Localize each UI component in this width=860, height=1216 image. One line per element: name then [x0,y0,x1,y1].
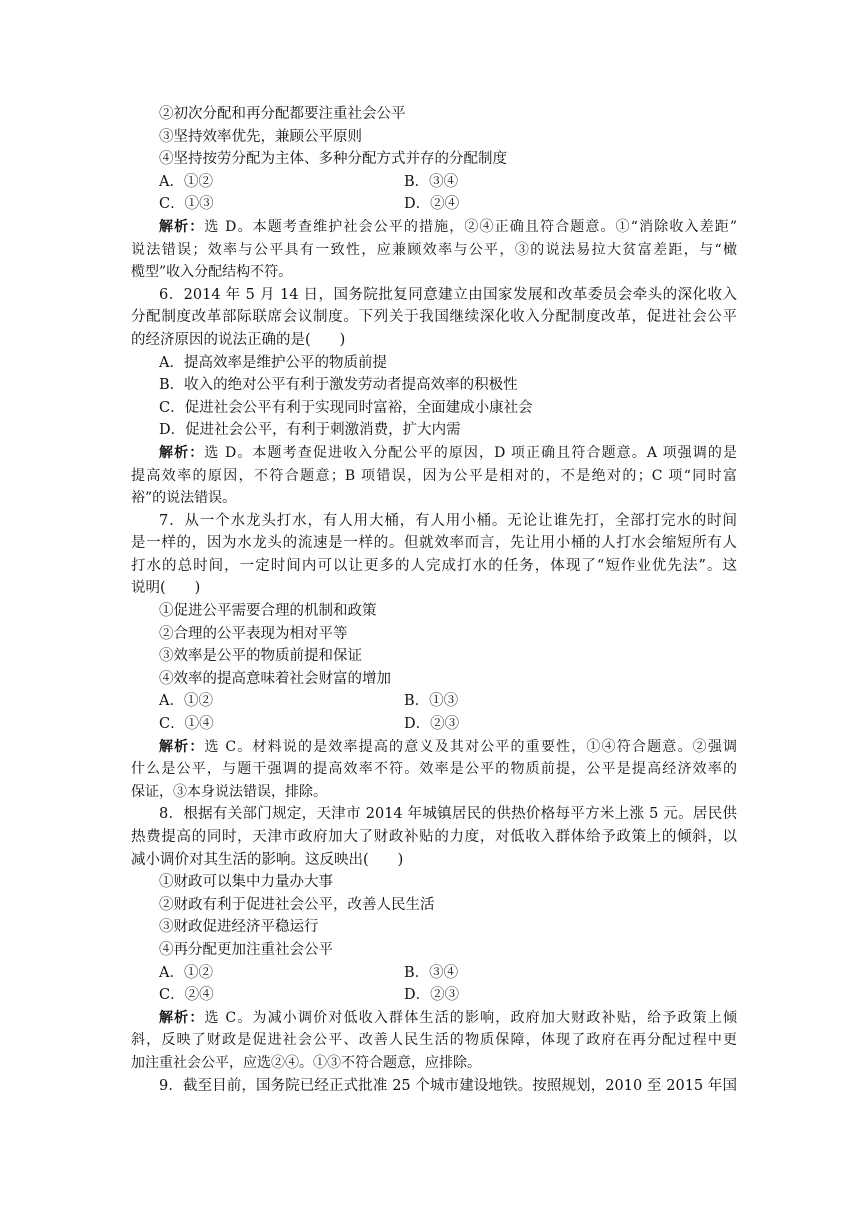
q8-item: ②财政有利于促进社会公平，改善人民生活 [159,896,435,913]
q7-option-a: A．①② [159,693,213,710]
q6-stem-line: 的经济原因的说法正确的是( ) [131,331,346,348]
analysis-label: 解析： [159,218,205,235]
analysis-label: 解析： [159,1009,205,1026]
q7-option-c: C．①④ [159,716,214,733]
q5-option-a: A．①② [159,173,213,190]
q8-options-row [131,962,737,985]
document-page [131,103,737,1097]
q7-analysis-line: 保证，③本身说法错误，排除。 [131,783,327,800]
q5-analysis-line: 说法错误；效率与公平具有一致性，应兼顾效率与公平，③的说法易拉大贫富差距，与“橄 [131,241,737,258]
q8-item: ③财政促进经济平稳运行 [159,919,319,936]
q7-stem-line: 是一样的，因为水龙头的流速是一样的。但就效率而言，先让用小桶的人打水会缩短所有人 [131,535,737,552]
q5-option-b: B．③④ [404,173,459,190]
q6-analysis-line: 解析：选 D。本题考查促进收入分配公平的原因，D 项正确且符合题意。A 项强调的是 [159,444,737,461]
q8-options-row [131,984,737,1007]
q8-option-d: D．②③ [404,987,460,1004]
analysis-label: 解析： [159,738,205,755]
q7-options-row [131,713,737,736]
q8-option-b: B．③④ [404,964,459,981]
q6-option-a: A．提高效率是维护公平的物质前提 [159,354,387,371]
q7-item: ④效率的提高意味着社会财富的增加 [159,670,391,687]
q8-stem-line: 8．根据有关部门规定，天津市 2014 年城镇居民的供热价格每平方米上涨 5 元。居民供 [159,806,737,823]
q8-item: ①财政可以集中力量办大事 [159,874,333,891]
q5-item: ②初次分配和再分配都要注重社会公平 [159,106,406,122]
q8-analysis-line: 解析：选 C。为减小调价对低收入群体生活的影响，政府加大财政补贴，给予政策上倾 [159,1009,737,1026]
q5-options-row [131,171,737,194]
q7-analysis-line: 什么是公平，与题干强调的提高效率不符。效率是公平的物质前提，公平是提高经济效率的 [131,761,737,778]
q8-item: ④再分配更加注重社会公平 [159,941,333,958]
q8-stem-line: 热费提高的同时，天津市政府加大了财政补贴的力度，对低收入群体给予政策上的倾斜，以 [131,829,737,845]
q6-stem-line: 6．2014 年 5 月 14 日，国务院批复同意建立由国家发展和改革委员会牵头的深化收入 [159,286,737,303]
q7-stem-line: 说明( ) [131,580,201,597]
q9-stem-line: 9．截至目前，国务院已经正式批准 25 个城市建设地铁。按照规划，2010 至 2015 年国 [159,1077,737,1094]
q7-option-b: B．①③ [404,693,459,710]
q7-stem-line: 打水的总时间，一定时间内可以让更多的人完成打水的任务，体现了“短作业优先法”。这 [131,557,737,574]
q6-option-c: C．促进社会公平有利于实现同时富裕，全面建成小康社会 [159,399,533,416]
q7-options-row [131,690,737,713]
q7-item: ①促进公平需要合理的机制和政策 [159,603,377,620]
q6-option-b: B．收入的绝对公平有利于激发劳动者提高效率的积极性 [159,377,518,394]
q7-item: ③效率是公平的物质前提和保证 [159,648,362,665]
q6-analysis-line: 裕”的说法错误。 [131,490,237,507]
q5-item: ④坚持按劳分配为主体、多种分配方式并存的分配制度 [159,151,507,168]
analysis-label: 解析： [159,444,205,461]
q8-option-a: A．①② [159,964,213,981]
q8-analysis-line: 斜，反映了财政是促进社会公平、改善人民生活的物质保障，体现了政府在再分配过程中更 [131,1032,737,1049]
q6-analysis-line: 提高效率的原因，不符合题意；B 项错误，因为公平是相对的，不是绝对的；C 项“同时富 [131,467,737,484]
q8-option-c: C．②④ [159,987,214,1004]
q6-stem-line: 分配制度改革部际联席会议制度。下列关于我国继续深化收入分配制度改革，促进社会公平 [131,309,737,326]
q7-option-d: D．②③ [404,716,460,733]
q5-analysis-line: 解析：选 D。本题考查维护社会公平的措施，②④正确且符合题意。①“消除收入差距” [159,218,737,235]
q8-analysis-line: 加注重社会公平，应选②④。①③不符合题意，应排除。 [131,1054,481,1071]
q7-analysis-line: 解析：选 C。材料说的是效率提高的意义及其对公平的重要性，①④符合题意。②强调 [159,738,737,755]
q5-option-d: D．②④ [404,196,460,213]
q7-stem-line: 7．从一个水龙头打水，有人用大桶，有人用小桶。无论让谁先打，全部打完水的时间 [159,512,737,529]
q6-option-d: D．促进社会公平，有利于刺激消费，扩大内需 [159,422,461,439]
q5-option-c: C．①③ [159,196,214,213]
q5-item: ③坚持效率优先，兼顾公平原则 [159,128,362,145]
q7-item: ②合理的公平表现为相对平等 [159,625,348,642]
q5-analysis-line: 榄型”收入分配结构不符。 [131,264,293,281]
q5-options-row [131,193,737,216]
q8-stem-line: 减小调价对其生活的影响。这反映出( ) [131,851,404,868]
